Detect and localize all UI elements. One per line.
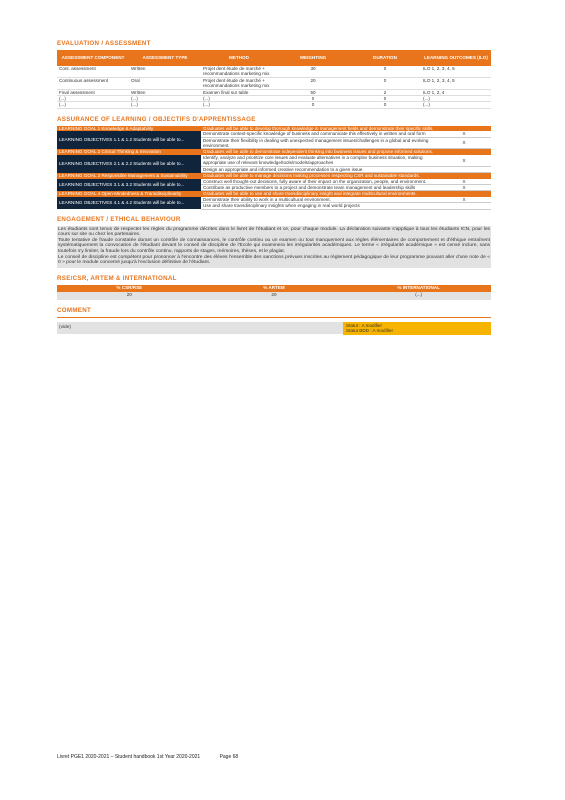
evaluation-cell: Oral (129, 77, 201, 89)
page-number: Page 68 (219, 754, 239, 760)
learning-goal-title: LEARNING GOAL 2 Critical Thinking & Innovation (57, 149, 201, 155)
learning-goal-title: LEARNING GOAL 4 Open-Mindedness & Transdisciplinarity (57, 191, 201, 197)
learning-objectives-label: LEARNING OBJECTIVES 3.1 & 3.2 Students will be able to... (57, 179, 201, 191)
evaluation-cell: ILO 1, 2, 3, 4, 5 (421, 66, 491, 77)
handbook-page (57, 40, 491, 335)
artem-value: 20 (202, 292, 347, 300)
objective-mark (437, 203, 491, 209)
learning-objective-text: Contribute as productive members to a project and demonstrate team management and leadership skills (201, 184, 437, 190)
status-label: Statut : A modifier (346, 322, 383, 328)
evaluation-table (57, 50, 491, 109)
evaluation-cell: ILO 1, 2, 3, 4, 5 (421, 77, 491, 89)
evaluation-cell: 50 (277, 89, 349, 95)
evaluation-cell: 0 (349, 96, 421, 102)
evaluation-cell: ILO 1, 2, 4 (421, 89, 491, 95)
col-weighting: WEIGHTING (277, 50, 349, 66)
status-bdd-label: Statut BDD : A modifier (346, 328, 393, 334)
col-ilo: LEARNING OUTCOMES (ILO) (421, 50, 491, 66)
engagement-paragraph: Les étudiants sont tenus de respecter les règles du programme décrites dans le livret de l'étudiant et ce, pour chaque module. La déclaration suivante s'applique à tous les étudiants ICN, pour les cours sur site ou chez les partenaires. (58, 226, 490, 238)
learning-objective-text: Demonstrate context-specific knowledge of business and communicate this effectively in written and oral form (201, 131, 437, 137)
evaluation-row (57, 77, 491, 89)
objective-mark: X (437, 131, 491, 137)
evaluation-cell: (...) (421, 102, 491, 108)
engagement-paragraph: Toute tentative de fraude constatée durant un contrôle de connaissances, le contrôle continu ou un examen ou tout manquement aux règles élémentaires de comportement et d'éthique entraînent systématiquement la convocation de l'étudiant devant le conseil de discipline de l'Ecole qui examinera les irrégularités académiques. Le terme « irrégularité académique » est censé inclure, sans toutefois s'y limiter, la fraude lors du contrôle continu, rapports de stages, mémoires, thèses, et le plagiat. (58, 237, 490, 254)
col-international: % INTERNATIONAL (346, 285, 491, 292)
learning-objective-row (57, 179, 491, 185)
evaluation-cell: 20 (277, 77, 349, 89)
evaluation-cell: Continuous assessment (57, 77, 129, 89)
learning-goal-row (57, 149, 491, 155)
engagement-title: ENGAGEMENT / ETHICAL BEHAVIOUR (57, 215, 181, 223)
evaluation-row (57, 66, 491, 77)
evaluation-title: EVALUATION / ASSESSMENT (57, 40, 151, 47)
evaluation-cell: (...) (421, 96, 491, 102)
learning-goal-description: Graduates will be able to manage decisions making processes respecting CSR and sustainable standards. (201, 173, 491, 179)
evaluation-cell: Examen final sur table (201, 89, 277, 95)
page-footer (57, 754, 238, 760)
learning-goal-description: Graduates will be able to use and share transdisciplinary insight and integrate multicultural environments. (201, 191, 491, 197)
learning-objective-text: Identify, analyze and prioritize core issues and evaluate alternatives in a complex business situation, making appropriate use of relevant knowledge/tools/models/approaches (201, 155, 437, 166)
evaluation-cell: Written (129, 66, 201, 77)
evaluation-cell: 30 (277, 66, 349, 77)
objective-mark: X (437, 155, 491, 166)
comment-row (57, 322, 491, 335)
engagement-text (57, 226, 491, 268)
learning-goal-description: Graduates will be able to develop thorough knowledge in management fields and demonstrate their specific skills. (201, 126, 491, 131)
learning-objectives-label: LEARNING OBJECTIVES 2.1 & 2.2 Students will be able to... (57, 155, 201, 173)
evaluation-cell: (...) (129, 102, 201, 108)
international-title: RSE/CSR, ARTEM & INTERNATIONAL (57, 274, 177, 282)
learning-objective-text: Design an appropriate and informed creative recommendation to a given issue. (201, 166, 437, 172)
learning-objective-text: Demonstrate their ability to work in a multicultural environment. (201, 197, 437, 203)
col-type: ASSESSMENT TYPE (129, 50, 201, 66)
evaluation-cell: 0 (277, 102, 349, 108)
learning-objective-text: Demonstrate their flexibility in dealing with unexpected management issues/challenges in a global and evolving environment. (201, 137, 437, 149)
evaluation-cell: Final assessment (57, 89, 129, 95)
evaluation-cell: 2 (349, 89, 421, 95)
evaluation-cell: Written (129, 89, 201, 95)
objective-mark: X (437, 137, 491, 149)
international-value: (...) (346, 292, 491, 300)
learning-objective-text: Use and share transdisciplinary insights when engaging in real world projects (201, 203, 437, 209)
col-component: ASSESSMENT COMPONENT (57, 50, 129, 66)
learning-goal-description: Graduates will be able to demonstrate independent thinking into business issues and propose informed solutions. (201, 149, 491, 155)
learning-objective-text: Construct well thought-out decisions, fully aware of their impact on the organization, people, and environment. (201, 179, 437, 185)
evaluation-row (57, 102, 491, 108)
comment-title: COMMENT (57, 306, 92, 314)
evaluation-header-row (57, 50, 491, 66)
objective-mark: X (437, 184, 491, 190)
objective-mark: X (437, 197, 491, 203)
evaluation-cell: (...) (129, 96, 201, 102)
csr-value: 20 (57, 292, 202, 300)
learning-objectives-label: LEARNING OBJECTIVES 1.1 & 1.2 Students will be able to... (57, 131, 201, 149)
col-method: METHOD (201, 50, 277, 66)
engagement-paragraph: Le conseil de discipline est compétent pour prononcer à l'encontre des élèves l'ensemble des sanctions prévues inscrites au règlement pédagogique de leur programme pouvant aller d'une note de « 0 » pour le module concerné jusqu'à l'exclusion définitive de l'étudiant. (58, 254, 490, 266)
objective-mark: X (437, 179, 491, 185)
evaluation-cell: (...) (57, 96, 129, 102)
evaluation-cell: Projet dent étude de marché + recommandations marketing mix (201, 77, 277, 89)
evaluation-cell: (...) (201, 102, 277, 108)
evaluation-cell: 0 (349, 77, 421, 89)
evaluation-cell: Projet dent étude de marché + recommandations marketing mix (201, 66, 277, 77)
col-duration: DURATION (349, 50, 421, 66)
evaluation-cell: (...) (57, 102, 129, 108)
col-artem: % ARTEM (202, 285, 347, 292)
international-table (57, 285, 491, 300)
evaluation-cell: 0 (349, 102, 421, 108)
comment-text: (vide) (57, 322, 343, 334)
learning-goal-title: LEARNING GOAL 3 Responsible Management & Sustainability (57, 173, 201, 179)
footer-text: Livret PGE1 2020-2021 – Student handbook 1st Year 2020-2021 (57, 754, 201, 760)
col-csr: % CSR/RSE (57, 285, 202, 292)
evaluation-cell: Cont. assessment (57, 66, 129, 77)
learning-objectives-label: LEARNING OBJECTIVES 4.1 & 4.2 Students will be able to... (57, 197, 201, 209)
evaluation-cell: 0 (277, 96, 349, 102)
status-box (343, 322, 491, 335)
learning-goal-title: LEARNING GOAL 1 Knowledge & Adaptability (57, 126, 201, 131)
learning-objective-row (57, 155, 491, 166)
assurance-table (57, 126, 491, 210)
assurance-title: ASSURANCE OF LEARNING / OBJECTIFS D'APPRENTISSAGE (57, 115, 256, 123)
evaluation-cell: (...) (201, 96, 277, 102)
evaluation-cell: 0 (349, 66, 421, 77)
comment-rule (57, 317, 491, 318)
